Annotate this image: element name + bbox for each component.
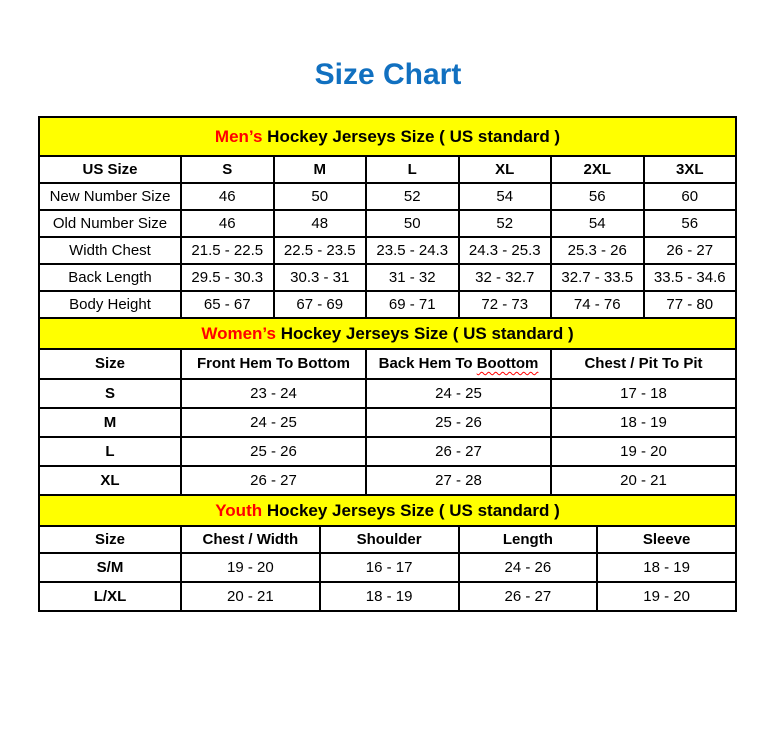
column-header: Size [39, 349, 181, 379]
data-cell: 32 - 32.7 [459, 264, 552, 291]
column-header: L [366, 156, 459, 183]
data-cell: 19 - 20 [551, 437, 736, 466]
size-table-mens [38, 116, 737, 319]
table-row [39, 183, 736, 210]
column-header: Front Hem To Bottom [181, 349, 366, 379]
column-header-row [39, 526, 736, 553]
column-header: Size [39, 526, 181, 553]
row-label: M [39, 408, 181, 437]
row-label: L [39, 437, 181, 466]
size-table-youth [38, 494, 737, 612]
size-table-womens [38, 317, 737, 496]
data-cell: 24 - 25 [366, 379, 551, 408]
data-cell: 25.3 - 26 [551, 237, 644, 264]
row-label: S/M [39, 553, 181, 582]
column-header: 3XL [644, 156, 737, 183]
data-cell: 22.5 - 23.5 [274, 237, 367, 264]
table-row [39, 291, 736, 318]
column-header: 2XL [551, 156, 644, 183]
table-row [39, 437, 736, 466]
page-title: Size Chart [314, 58, 462, 91]
section-name-highlight: Men’s [214, 126, 263, 146]
table-row [39, 408, 736, 437]
data-cell: 32.7 - 33.5 [551, 264, 644, 291]
column-header-row [39, 349, 736, 379]
data-cell: 67 - 69 [274, 291, 367, 318]
data-cell: 31 - 32 [366, 264, 459, 291]
column-header: Chest / Width [181, 526, 320, 553]
section-band-row [39, 318, 736, 349]
size-tables [38, 116, 737, 612]
section-title-text: Hockey Jerseys Size ( US standard ) [262, 500, 560, 520]
data-cell: 52 [366, 183, 459, 210]
data-cell: 21.5 - 22.5 [181, 237, 274, 264]
column-header: Sleeve [597, 526, 736, 553]
data-cell: 77 - 80 [644, 291, 737, 318]
data-cell: 24 - 26 [459, 553, 598, 582]
data-cell: 56 [551, 183, 644, 210]
data-cell: 46 [181, 210, 274, 237]
row-label: New Number Size [39, 183, 181, 210]
column-header: US Size [39, 156, 181, 183]
column-header: S [181, 156, 274, 183]
section-band-row [39, 495, 736, 526]
row-label: Back Length [39, 264, 181, 291]
section-band-row [39, 117, 736, 156]
section-band-womens [39, 318, 736, 349]
misspelled-word: Boottom [476, 355, 539, 373]
size-chart-page [0, 58, 776, 612]
row-label: Width Chest [39, 237, 181, 264]
section-band-mens [39, 117, 736, 156]
data-cell: 65 - 67 [181, 291, 274, 318]
data-cell: 74 - 76 [551, 291, 644, 318]
data-cell: 18 - 19 [320, 582, 459, 611]
data-cell: 60 [644, 183, 737, 210]
data-cell: 19 - 20 [181, 553, 320, 582]
section-name-highlight: Women’s [201, 323, 276, 343]
data-cell: 30.3 - 31 [274, 264, 367, 291]
column-header: M [274, 156, 367, 183]
table-row [39, 237, 736, 264]
data-cell: 20 - 21 [181, 582, 320, 611]
row-label: L/XL [39, 582, 181, 611]
data-cell: 27 - 28 [366, 466, 551, 495]
table-row [39, 553, 736, 582]
data-cell: 25 - 26 [181, 437, 366, 466]
row-label: Body Height [39, 291, 181, 318]
data-cell: 48 [274, 210, 367, 237]
data-cell: 24 - 25 [181, 408, 366, 437]
data-cell: 50 [366, 210, 459, 237]
data-cell: 56 [644, 210, 737, 237]
data-cell: 19 - 20 [597, 582, 736, 611]
table-row [39, 582, 736, 611]
data-cell: 26 - 27 [366, 437, 551, 466]
row-label: Old Number Size [39, 210, 181, 237]
column-header: Chest / Pit To Pit [551, 349, 736, 379]
data-cell: 33.5 - 34.6 [644, 264, 737, 291]
column-header: Shoulder [320, 526, 459, 553]
table-row [39, 379, 736, 408]
section-name-highlight: Youth [215, 500, 263, 520]
section-title-text: Hockey Jerseys Size ( US standard ) [262, 126, 561, 146]
data-cell: 26 - 27 [644, 237, 737, 264]
data-cell: 17 - 18 [551, 379, 736, 408]
data-cell: 26 - 27 [181, 466, 366, 495]
data-cell: 23 - 24 [181, 379, 366, 408]
row-label: XL [39, 466, 181, 495]
data-cell: 16 - 17 [320, 553, 459, 582]
data-cell: 29.5 - 30.3 [181, 264, 274, 291]
section-band-youth [39, 495, 736, 526]
data-cell: 18 - 19 [597, 553, 736, 582]
header-text: Back Hem To [378, 355, 477, 373]
table-row [39, 466, 736, 495]
data-cell: 23.5 - 24.3 [366, 237, 459, 264]
column-header: Length [459, 526, 598, 553]
data-cell: 54 [551, 210, 644, 237]
data-cell: 46 [181, 183, 274, 210]
data-cell: 25 - 26 [366, 408, 551, 437]
column-header [366, 349, 551, 379]
data-cell: 24.3 - 25.3 [459, 237, 552, 264]
section-title-text: Hockey Jerseys Size ( US standard ) [275, 323, 574, 343]
row-label: S [39, 379, 181, 408]
data-cell: 69 - 71 [366, 291, 459, 318]
data-cell: 26 - 27 [459, 582, 598, 611]
data-cell: 18 - 19 [551, 408, 736, 437]
data-cell: 52 [459, 210, 552, 237]
data-cell: 72 - 73 [459, 291, 552, 318]
table-row [39, 264, 736, 291]
data-cell: 20 - 21 [551, 466, 736, 495]
column-header: XL [459, 156, 552, 183]
data-cell: 50 [274, 183, 367, 210]
table-row [39, 210, 736, 237]
column-header-row [39, 156, 736, 183]
data-cell: 54 [459, 183, 552, 210]
